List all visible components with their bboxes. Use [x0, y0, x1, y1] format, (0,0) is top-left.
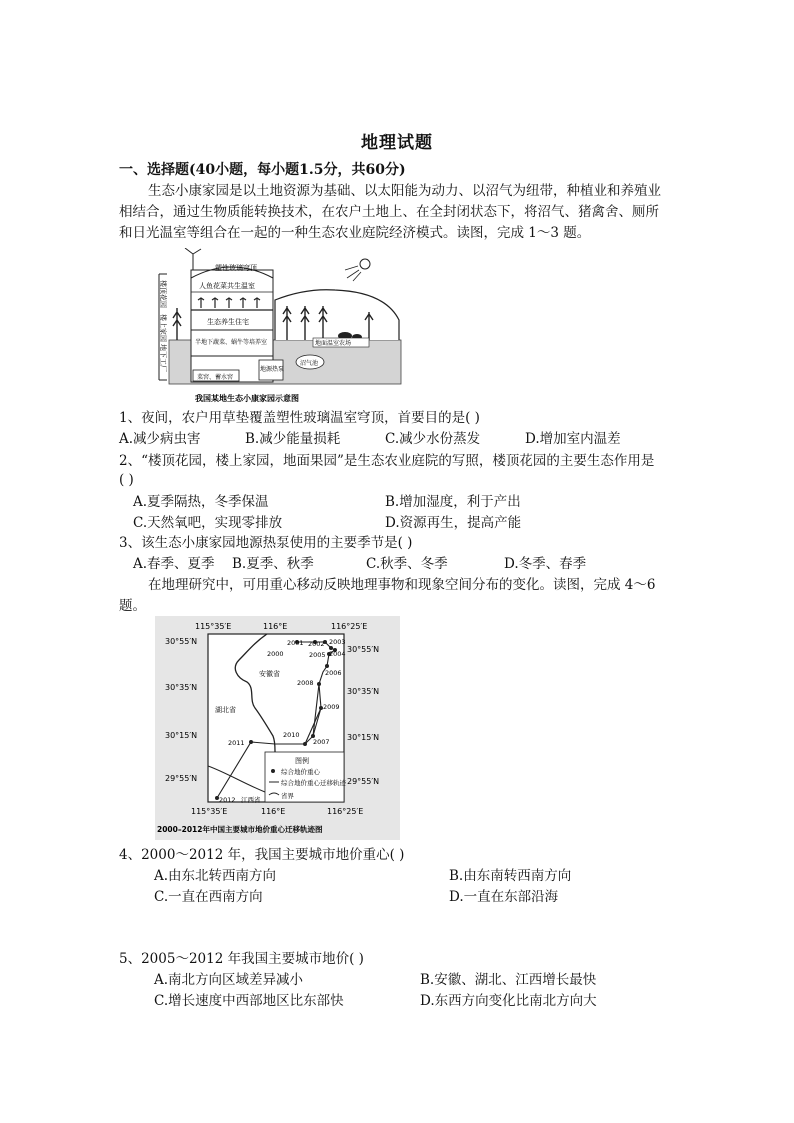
figure1-caption: 我国某地生态小康家园示意图 — [195, 394, 299, 403]
q1-option-c: C.减少水份蒸发 — [385, 431, 481, 447]
label-ground-greenhouse: 地面温室农场 — [315, 340, 352, 347]
bottom-lon-3: 116°25′E — [327, 807, 364, 816]
year-label-2011: 2011 — [228, 739, 245, 747]
bottom-lon-2: 116°E — [261, 807, 286, 816]
q2-option-a: A.夏季隔热，冬季保温 — [133, 494, 269, 510]
year-label-2000: 2000 — [267, 650, 284, 658]
passage1-line2: 相结合，通过生物质能转换技术，在农户土地上、在全封闭状态下，将沼气、猪禽舍、厕所 — [119, 204, 659, 220]
q1-option-d: D.增加室内温差 — [525, 431, 621, 447]
q2-option-d: D.资源再生，提高产能 — [385, 515, 522, 531]
year-label-2004: 2004 — [329, 650, 346, 658]
q2-stem-line1: 2、“楼顶花园，楼上家园，地面果园”是生态农业庭院的写照，楼顶花园的主要生态作用是 — [119, 453, 655, 469]
q4-option-a: A.由东北转西南方向 — [154, 868, 277, 884]
passage2-line2: 题。 — [119, 598, 146, 614]
land-price-map — [155, 616, 400, 840]
year-label-2012: 2012 — [219, 796, 236, 804]
sun-icon — [345, 259, 370, 281]
label-roof: 塑性玻璃穹顶 — [215, 264, 257, 272]
year-label-2002: 2002 — [308, 640, 325, 648]
q1-option-a: A.减少病虫害 — [119, 431, 201, 447]
side-label-roof-garden: 楼顶花园 — [159, 280, 167, 308]
label-greenhouse: 人鱼花菜共生温室 — [199, 282, 255, 290]
q5-option-c: C.增长速度中西部地区比东部快 — [154, 993, 344, 1009]
q4-option-b: B.由东南转西南方向 — [449, 868, 572, 884]
label-heat-pump: 地源热泵 — [260, 366, 285, 373]
year-label-2007: 2007 — [313, 738, 330, 746]
year-label-2006: 2006 — [325, 669, 342, 677]
right-lat-1: 30°55′N — [347, 645, 380, 654]
year-label-2008: 2008 — [297, 679, 314, 687]
q3-option-c: C.秋季、冬季 — [366, 556, 448, 572]
right-lat-2: 30°35′N — [347, 687, 380, 696]
left-lat-2: 30°35′N — [165, 683, 198, 692]
province-anhui: 安徽省 — [259, 670, 280, 678]
q2-option-c: C.天然氧吧，实现零排放 — [133, 515, 283, 531]
year-label-2010: 2010 — [283, 731, 300, 739]
legend-item-boundary: 省界 — [281, 792, 294, 800]
q5-stem: 5、2005～2012 年我国主要城市地价( ) — [119, 951, 364, 967]
q3-option-a: A.春季、夏季 — [133, 556, 215, 572]
q1-stem: 1、夜间，农户用草垫覆盖塑性玻璃温室穹顶，首要目的是( ) — [119, 410, 480, 426]
page-title: 地理试题 — [361, 133, 433, 153]
right-lat-3: 30°15′N — [347, 733, 380, 742]
q2-option-b: B.增加湿度，利于产出 — [385, 494, 521, 510]
legend-item-center: 综合地价重心 — [281, 768, 320, 776]
q4-option-c: C.一直在西南方向 — [154, 889, 263, 905]
left-lat-1: 30°55′N — [165, 637, 198, 646]
figure2-caption: 2000–2012年中国主要城市地价重心迁移轨迹图 — [157, 825, 323, 834]
province-jiangxi: 江西省 — [241, 796, 261, 804]
year-label-2009: 2009 — [323, 703, 340, 711]
province-hubei: 湖北省 — [215, 706, 236, 714]
eco-home-diagram — [155, 248, 405, 406]
top-lon-3: 116°25′E — [331, 622, 368, 631]
label-housing: 生态养生住宅 — [207, 318, 249, 326]
passage1-line1: 生态小康家园是以土地资源为基础、以太阳能为动力、以沼气为纽带，种植业和养殖业 — [148, 183, 661, 199]
label-basement: 半地下蔬菜、蜗牛等培养室 — [195, 339, 268, 346]
top-lon-1: 115°35′E — [195, 622, 232, 631]
q2-stem-line2: ( ) — [119, 472, 134, 488]
q4-option-d: D.一直在东部沿海 — [449, 889, 559, 905]
right-lat-4: 29°55′N — [347, 777, 380, 786]
q5-option-b: B.安徽、湖北、江西增长最快 — [420, 972, 597, 988]
left-lat-4: 29°55′N — [165, 774, 198, 783]
year-label-2005: 2005 — [309, 651, 326, 659]
passage2-line1: 在地理研究中，可用重心移动反映地理事物和现象空间分布的变化。读图，完成 4～6 — [148, 577, 656, 593]
q3-option-b: B.夏季、秋季 — [232, 556, 314, 572]
year-label-2001: 2001 — [287, 639, 304, 647]
section-heading: 一、选择题(40小题，每小题1.5分，共60分) — [119, 162, 406, 178]
q4-stem: 4、2000～2012 年，我国主要城市地价重心( ) — [119, 847, 405, 863]
legend-item-track: 综合地价重心迁移轨迹 — [281, 779, 346, 787]
q3-stem: 3、该生态小康家园地源热泵使用的主要季节是( ) — [119, 535, 413, 551]
label-biogas: 沼气池 — [300, 360, 319, 367]
side-label-upper-home: 楼上家园 — [159, 314, 167, 342]
left-lat-3: 30°15′N — [165, 731, 198, 740]
q5-option-d: D.东西方向变化比南北方向大 — [420, 993, 597, 1009]
legend-title: 图例 — [295, 757, 309, 765]
bottom-lon-1: 115°35′E — [191, 807, 228, 816]
q1-option-b: B.减少能量损耗 — [245, 431, 341, 447]
side-label-underground: 地下工厂 — [159, 344, 167, 372]
q5-option-a: A.南北方向区域差异减小 — [154, 972, 304, 988]
passage1-line3: 和日光温室等组合在一起的一种生态农业庭院经济模式。读图，完成 1～3 题。 — [119, 225, 591, 241]
label-cellar: 菜窖、蓄水窖 — [197, 374, 234, 381]
top-lon-2: 116°E — [263, 622, 288, 631]
q3-option-d: D.冬季、春季 — [504, 556, 587, 572]
year-label-2003: 2003 — [329, 638, 346, 646]
